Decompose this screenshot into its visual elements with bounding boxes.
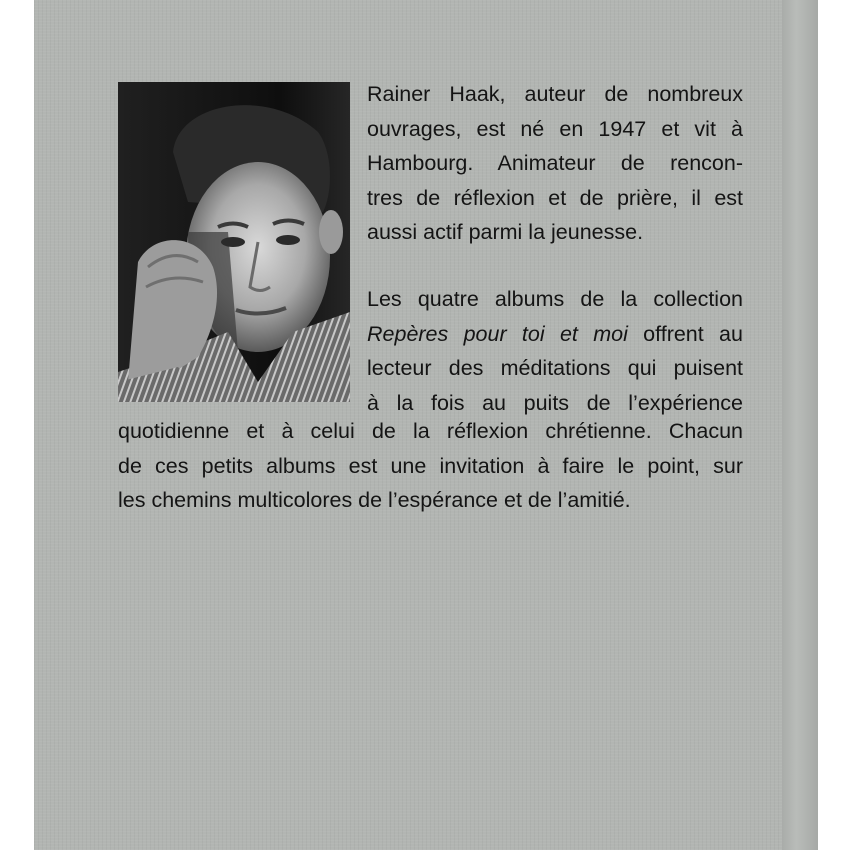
author-portrait-image [118,82,350,402]
book-spine [782,0,818,850]
collection-line: les chemins multicolores de l’espérance et de l’amitié. [118,488,631,512]
collection-line: Les quatre albums de la collection [367,287,743,311]
bio-line: aussi actif parmi la jeunesse. [367,220,644,244]
collection-line-rest: offrent au [627,321,743,346]
bio-line: tres de réflexion et de prière, il est [367,185,743,210]
collection-title: Repères pour toi et moi [367,321,628,346]
author-bio-paragraph [367,77,743,250]
collection-paragraph-top [367,282,743,420]
bio-line: ouvrages, est né en 1947 et vit à [367,116,743,141]
collection-line: lecteur des méditations qui puisent [367,356,743,380]
collection-line: de ces petits albums est une invitation à faire le point, sur [118,453,743,478]
collection-line: quotidienne et à celui de la réflexion chrétienne. Chacun [118,419,743,443]
collection-paragraph-bottom [118,414,743,518]
collection-line: à la fois au puits de l’expérience [367,390,743,415]
page-margin [818,0,850,850]
author-photo [118,82,350,402]
collection-line [367,317,743,352]
bio-line: Rainer Haak, auteur de nombreux [367,82,743,106]
bio-line: Hambourg. Animateur de rencon- [367,151,743,175]
